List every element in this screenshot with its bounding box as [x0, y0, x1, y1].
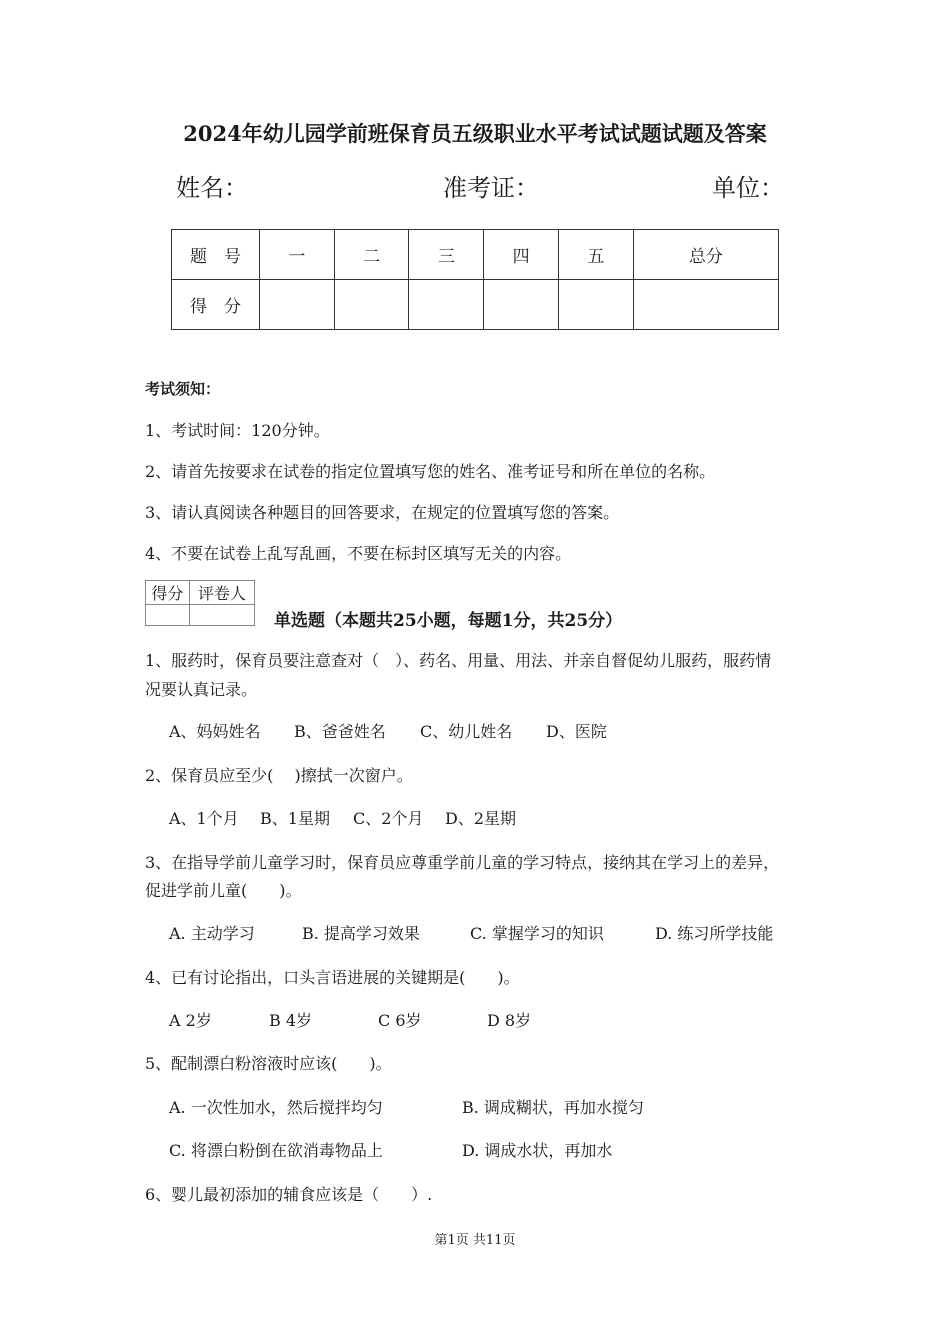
question-1-option-a: A、妈妈姓名	[169, 722, 261, 741]
score-table-header-cell: 二	[334, 230, 409, 280]
score-table-header-cell: 总分	[633, 230, 778, 280]
question-3-option-b: B. 提高学习效果	[302, 924, 420, 943]
question-5-option-c: C. 将漂白粉倒在欲消毒物品上	[169, 1141, 383, 1160]
question-6-text: 6、婴儿最初添加的辅食应该是（ ）.	[145, 1185, 433, 1204]
score-cell[interactable]	[633, 280, 778, 330]
question-2-text: 2、保育员应至少( )擦拭一次窗户。	[145, 766, 413, 785]
question-1-option-c: C、幼儿姓名	[420, 722, 513, 741]
grader-box	[145, 580, 255, 626]
notice-heading: 考试须知：	[145, 380, 221, 398]
score-row-label: 得 分	[172, 280, 260, 330]
question-5-option-a: A. 一次性加水，然后搅拌均匀	[169, 1098, 383, 1117]
question-1-text-cont: 况要认真记录。	[145, 680, 258, 699]
notice-item: 3、请认真阅读各种题目的回答要求，在规定的位置填写您的答案。	[145, 503, 620, 522]
question-3-text-cont: 促进学前儿童( )。	[145, 881, 302, 900]
question-3-option-d: D. 练习所学技能	[655, 924, 774, 943]
question-4-option-c: C 6岁	[378, 1011, 422, 1030]
name-field-label: 姓名：	[176, 174, 248, 202]
question-1-option-b: B、爸爸姓名	[294, 722, 386, 741]
grader-box-grader-cell[interactable]	[189, 605, 254, 626]
document-title: 2024年幼儿园学前班保育员五级职业水平考试试题试题及答案	[183, 121, 767, 146]
question-4-option-d: D 8岁	[487, 1011, 532, 1030]
score-table-header-cell: 四	[484, 230, 559, 280]
notice-item: 4、不要在试卷上乱写乱画，不要在标封区填写无关的内容。	[145, 544, 572, 563]
score-cell[interactable]	[260, 280, 335, 330]
score-table-header-cell: 五	[558, 230, 633, 280]
question-3-option-c: C. 掌握学习的知识	[470, 924, 604, 943]
score-table-score-row	[172, 280, 779, 330]
unit-field-label: 单位：	[712, 174, 784, 202]
notice-item: 2、请首先按要求在试卷的指定位置填写您的姓名、准考证号和所在单位的名称。	[145, 462, 716, 481]
grader-box-grader-label: 评卷人	[189, 581, 254, 605]
question-2-option-c: C、2个月	[353, 809, 424, 828]
section-title: 单选题（本题共25小题，每题1分，共25分）	[274, 611, 623, 631]
question-5-text: 5、配制漂白粉溶液时应该( )。	[145, 1054, 392, 1073]
score-table-header-cell: 一	[260, 230, 335, 280]
page-footer: 第1页 共11页	[434, 1233, 516, 1248]
question-1-text: 1、服药时，保育员要注意查对（ ）、药名、用量、用法、并亲自督促幼儿服药，服药情	[145, 651, 772, 670]
score-table-header-cell: 三	[409, 230, 484, 280]
score-cell[interactable]	[409, 280, 484, 330]
score-cell[interactable]	[334, 280, 409, 330]
question-3-option-a: A. 主动学习	[169, 924, 255, 943]
question-2-option-b: B、1星期	[260, 809, 330, 828]
question-5-option-d: D. 调成水状，再加水	[462, 1141, 613, 1160]
grader-box-score-label: 得分	[146, 581, 190, 605]
question-1-option-d: D、医院	[546, 722, 607, 741]
grader-box-score-cell[interactable]	[146, 605, 190, 626]
exam-id-field-label: 准考证：	[443, 174, 539, 202]
score-cell[interactable]	[558, 280, 633, 330]
score-table-header-cell: 题 号	[172, 230, 260, 280]
question-2-option-a: A、1个月	[169, 809, 239, 828]
score-table	[171, 229, 779, 330]
score-table-header-row	[172, 230, 779, 280]
notice-item: 1、考试时间：120分钟。	[145, 421, 330, 440]
question-3-text: 3、在指导学前儿童学习时，保育员应尊重学前儿童的学习特点，接纳其在学习上的差异，	[145, 853, 780, 872]
question-4-option-a: A 2岁	[169, 1011, 212, 1030]
question-2-option-d: D、2星期	[445, 809, 517, 828]
question-4-text: 4、已有讨论指出，口头言语进展的关键期是( )。	[145, 968, 520, 987]
question-5-option-b: B. 调成糊状，再加水搅匀	[462, 1098, 644, 1117]
question-4-option-b: B 4岁	[269, 1011, 313, 1030]
score-cell[interactable]	[484, 280, 559, 330]
